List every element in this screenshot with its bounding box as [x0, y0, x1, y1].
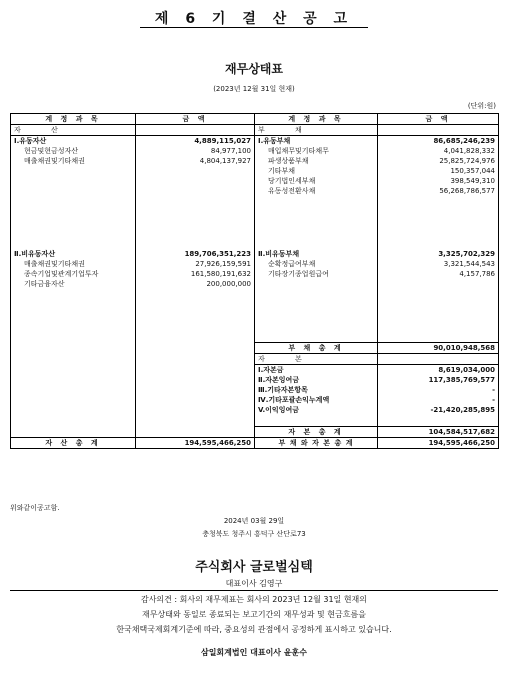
liability-item-value: 150,357,044 — [378, 166, 499, 176]
noncurrent-assets-label: Ⅱ.비유동자산 — [11, 249, 136, 259]
asset-item-label: 기타금융자산 — [11, 279, 136, 289]
audit-opinion-line: 재무상태와 동일로 종료되는 보고기간의 재무성과 및 현금흐름을 — [142, 610, 366, 619]
current-liabilities-value: 86,685,246,239 — [378, 136, 499, 147]
statement-title: 재무상태표 — [225, 62, 283, 76]
audit-opinion-line: 한국채택국제회계기준에 따라, 중요성의 관점에서 공정하게 표시하고 있습니다. — [116, 625, 392, 634]
equity-item-value: -21,420,285,895 — [378, 405, 499, 415]
sign-date: 2024년 03월 29일 — [223, 517, 285, 525]
table-row — [11, 146, 499, 156]
table-row — [11, 405, 499, 415]
equity-item-label: Ⅳ.기타포괄손익누계액 — [255, 395, 378, 405]
total-assets-label: 자 산 총 계 — [11, 438, 136, 449]
section-equity: 자 본 — [255, 353, 378, 364]
table-row — [11, 279, 499, 289]
equity-item-label: Ⅰ.자본금 — [255, 364, 378, 375]
noncurrent-assets-value: 189,706,351,223 — [136, 249, 255, 259]
equity-item-label: Ⅲ.기타자본항목 — [255, 385, 378, 395]
liability-item-label: 당기법인세부채 — [255, 176, 378, 186]
equity-item-label: Ⅱ.자본잉여금 — [255, 375, 378, 385]
liability-item-value: 3,321,544,543 — [378, 259, 499, 269]
asset-item-label: 매출채권및기타채권 — [11, 156, 136, 166]
auditor-name: 삼일회계법인 대표이사 윤훈수 — [200, 648, 308, 657]
table-header — [11, 114, 499, 125]
notice-title: 제 6 기 결 산 공 고 — [154, 11, 354, 27]
total-liabilities-value: 90,010,948,568 — [378, 342, 499, 353]
equity-item-value: - — [378, 385, 499, 395]
liability-item-value: 56,268,786,577 — [378, 186, 499, 196]
table-row — [11, 176, 499, 186]
table-row — [11, 375, 499, 385]
ceo-name: 대표이사 김영구 — [225, 579, 283, 588]
header-amount-right: 금 액 — [378, 114, 499, 125]
table-row — [11, 259, 499, 269]
current-assets-label: Ⅰ.유동자산 — [11, 136, 136, 147]
asset-item-value: 161,580,191,632 — [136, 269, 255, 279]
total-liab-equity-value: 194,595,466,250 — [378, 438, 499, 449]
table-row — [11, 166, 499, 176]
total-equity-label: 자 본 총 계 — [255, 427, 378, 438]
asset-item-value: 4,804,137,927 — [136, 156, 255, 166]
table-row — [11, 342, 499, 353]
current-assets-value: 4,889,115,027 — [136, 136, 255, 147]
table-row — [11, 249, 499, 259]
table-row — [11, 385, 499, 395]
liability-item-label: 순확정급여부채 — [255, 259, 378, 269]
table-row — [11, 364, 499, 375]
table-row — [11, 427, 499, 438]
asset-item-label: 현금및현금성자산 — [11, 146, 136, 156]
equity-item-value: 117,385,769,577 — [378, 375, 499, 385]
total-liab-equity-label: 부 채 와 자 본 총 계 — [255, 438, 378, 449]
table-row — [11, 353, 499, 364]
liability-item-label: 기타부채 — [255, 166, 378, 176]
total-liabilities-label: 부 채 총 계 — [255, 342, 378, 353]
table-row — [11, 186, 499, 196]
section-row — [11, 125, 499, 136]
divider — [10, 590, 498, 591]
company-name: 주식회사 글로벌심텍 — [195, 560, 313, 575]
asset-item-label: 종속기업및관계기업투자 — [11, 269, 136, 279]
spacer-row — [11, 415, 499, 427]
noncurrent-liabilities-value: 3,325,702,329 — [378, 249, 499, 259]
equity-item-value: - — [378, 395, 499, 405]
total-assets-value: 194,595,466,250 — [136, 438, 255, 449]
asset-item-value: 200,000,000 — [136, 279, 255, 289]
noncurrent-liabilities-label: Ⅱ.비유동부채 — [255, 249, 378, 259]
liability-item-value: 398,549,310 — [378, 176, 499, 186]
liability-item-label: 기타장기종업원급여 — [255, 269, 378, 279]
header-account-right: 계 정 과 목 — [255, 114, 378, 125]
spacer-row — [11, 289, 499, 342]
liability-item-value: 4,157,786 — [378, 269, 499, 279]
as-of-date: (2023년 12월 31일 현재) — [213, 85, 295, 93]
liability-item-label: 유동성전환사채 — [255, 186, 378, 196]
total-equity-value: 104,584,517,682 — [378, 427, 499, 438]
audit-opinion — [0, 592, 508, 637]
asset-item-label: 매출채권및기타채권 — [11, 259, 136, 269]
liability-item-value: 4,041,828,332 — [378, 146, 499, 156]
asset-item-value: 27,926,159,591 — [136, 259, 255, 269]
table-footer — [11, 438, 499, 449]
header-amount-left: 금 액 — [136, 114, 255, 125]
asset-item-value: 84,977,100 — [136, 146, 255, 156]
table-row — [11, 269, 499, 279]
section-liabilities: 부 채 — [255, 125, 378, 136]
equity-item-value: 8,619,034,000 — [378, 364, 499, 375]
audit-opinion-line: 감사의견 : 회사의 재무제표는 회사의 2023년 12월 31일 현재의 — [140, 595, 368, 604]
title-underline — [140, 27, 368, 28]
equity-item-label: V.이익잉여금 — [255, 405, 378, 415]
spacer-row — [11, 196, 499, 249]
liability-item-label: 파생상품부채 — [255, 156, 378, 166]
table-row — [11, 395, 499, 405]
liability-item-value: 25,825,724,976 — [378, 156, 499, 166]
table-row — [11, 136, 499, 147]
section-assets: 자 산 — [11, 125, 136, 136]
liability-item-label: 매입채무및기타채무 — [255, 146, 378, 156]
company-address: 충청북도 청주시 흥덕구 산단로73 — [202, 530, 306, 538]
header-account-left: 계 정 과 목 — [11, 114, 136, 125]
current-liabilities-label: Ⅰ.유동부채 — [255, 136, 378, 147]
table-row — [11, 156, 499, 166]
balance-sheet-table — [10, 113, 499, 449]
notice-note: 위와같이공고함. — [10, 504, 60, 512]
unit-label: (단위:원) — [467, 102, 496, 110]
